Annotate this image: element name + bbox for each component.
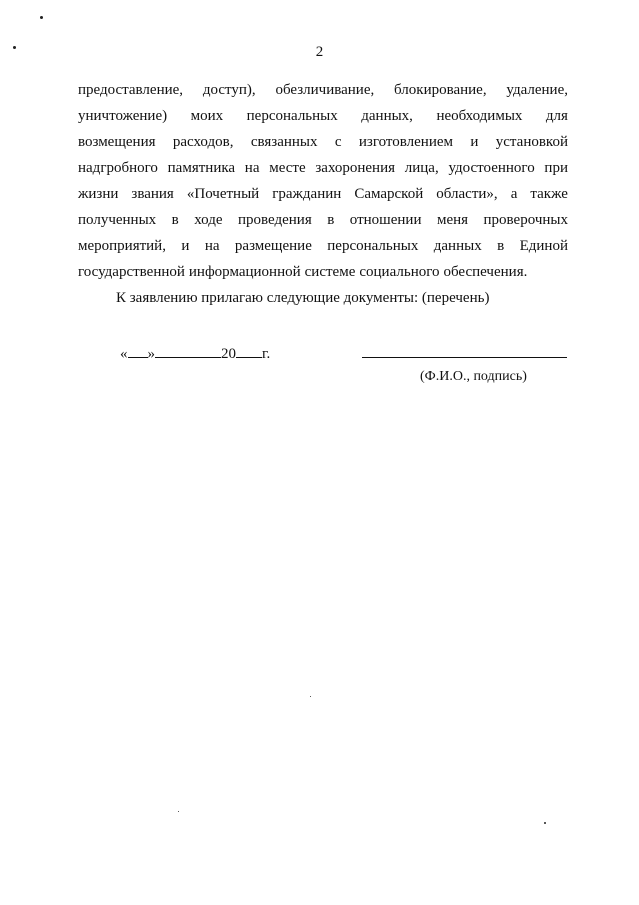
paragraph-word: области», xyxy=(436,186,498,202)
paragraph-word: информационной xyxy=(188,264,301,280)
paragraph-word: Самарской xyxy=(354,186,424,202)
date-field xyxy=(120,343,270,363)
scan-speck xyxy=(310,696,311,697)
paragraph-line xyxy=(78,107,568,125)
date-close-quote: » xyxy=(147,346,155,362)
paragraph-word: отношении xyxy=(349,212,422,228)
paragraph-word: жизни xyxy=(78,186,119,202)
paragraph-word: звания xyxy=(131,186,174,202)
paragraph-word: социального xyxy=(359,264,440,280)
paragraph-word: изготовлением xyxy=(358,134,454,150)
paragraph-word: системе xyxy=(304,264,356,280)
paragraph-word: связанных xyxy=(250,134,318,150)
paragraph-word: и xyxy=(470,134,479,150)
paragraph-word: в xyxy=(327,212,335,228)
paragraph-line xyxy=(78,237,568,255)
paragraph-word: захоронения xyxy=(315,160,396,176)
scan-speck xyxy=(178,811,179,812)
paragraph-word: обеспечения. xyxy=(443,264,528,280)
paragraph-word: установкой xyxy=(495,134,568,150)
paragraph-word: удаление, xyxy=(506,82,568,98)
paragraph-word: удостоенного xyxy=(448,160,535,176)
scan-speck xyxy=(544,822,546,824)
paragraph-line xyxy=(78,211,568,229)
signature-caption: (Ф.И.О., подпись) xyxy=(420,369,527,384)
paragraph-line xyxy=(78,159,568,177)
paragraph-word: также xyxy=(530,186,568,202)
paragraph-word: блокирование, xyxy=(394,82,487,98)
paragraph-word: полученных xyxy=(78,212,157,228)
year-prefix: 20 xyxy=(221,346,236,362)
paragraph-line xyxy=(78,263,568,281)
paragraph-word: и xyxy=(181,238,190,254)
paragraph-line xyxy=(78,81,568,99)
signature-line xyxy=(362,357,567,358)
paragraph-word: мероприятий, xyxy=(78,238,166,254)
year-blank xyxy=(236,343,262,358)
month-blank xyxy=(155,343,221,358)
year-suffix: г. xyxy=(262,346,271,362)
paragraph-word: для xyxy=(545,108,568,124)
paragraph-word: Единой xyxy=(519,238,568,254)
paragraph-word: месте xyxy=(269,160,306,176)
day-blank xyxy=(128,343,148,358)
paragraph-word: уничтожение) xyxy=(78,108,168,124)
paragraph-word: доступ), xyxy=(202,82,256,98)
paragraph-word: возмещения xyxy=(78,134,156,150)
paragraph-word: персональных xyxy=(246,108,338,124)
paragraph-word: надгробного xyxy=(78,160,158,176)
paragraph-line xyxy=(78,185,568,203)
paragraph-word: памятника xyxy=(167,160,236,176)
paragraph-word: размещение xyxy=(234,238,312,254)
paragraph-word: лица, xyxy=(404,160,439,176)
page-number: 2 xyxy=(315,44,324,60)
date-open-quote: « xyxy=(120,346,128,362)
paragraph-word: при xyxy=(544,160,568,176)
paragraph-word: проверочных xyxy=(483,212,568,228)
paragraph-word: «Почетный xyxy=(186,186,260,202)
attachments-line: К заявлению прилагаю следующие документы: (перечень) xyxy=(116,290,490,306)
paragraph-word: данных xyxy=(433,238,482,254)
paragraph-word: на xyxy=(244,160,260,176)
paragraph-word: персональных xyxy=(327,238,419,254)
paragraph-line xyxy=(78,133,568,151)
paragraph-word: меня xyxy=(436,212,469,228)
paragraph-word: в xyxy=(171,212,179,228)
paragraph-word: на xyxy=(204,238,220,254)
paragraph-word: данных, xyxy=(361,108,413,124)
paragraph-word: расходов, xyxy=(172,134,234,150)
paragraph-word: предоставление, xyxy=(78,82,184,98)
paragraph-word: государственной xyxy=(78,264,185,280)
paragraph-word: ходе xyxy=(194,212,223,228)
paragraph-word: а xyxy=(510,186,518,202)
paragraph-word: проведения xyxy=(238,212,312,228)
paragraph-word: гражданин xyxy=(272,186,342,202)
paragraph-word: с xyxy=(334,134,342,150)
paragraph-word: моих xyxy=(190,108,224,124)
scan-speck xyxy=(40,16,43,19)
paragraph-word: необходимых xyxy=(436,108,523,124)
paragraph-word: в xyxy=(497,238,505,254)
paragraph-word: обезличивание, xyxy=(275,82,375,98)
